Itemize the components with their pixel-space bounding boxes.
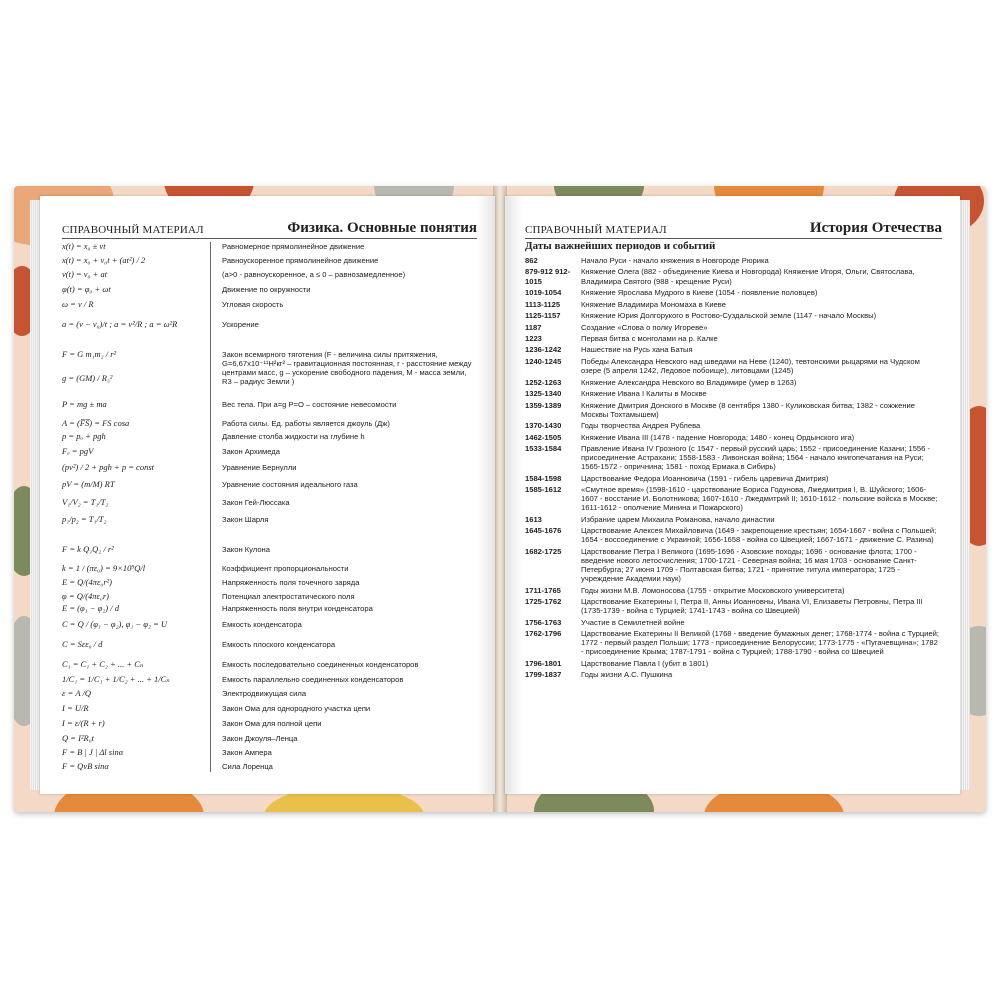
formula: pV = (m/M) RT	[62, 479, 115, 489]
timeline-year: 1125-1157	[525, 311, 561, 321]
timeline-event: Избрание царем Михаила Романова, начало династии	[581, 514, 775, 524]
formula-description: Закон Архимеда	[222, 447, 280, 456]
timeline-row	[525, 401, 942, 419]
timeline-year: 1756-1763	[525, 617, 562, 627]
timeline-event: Нашествие на Русь хана Батыя	[581, 345, 693, 355]
timeline-row	[525, 267, 942, 285]
formula: Fₐ = pgV	[62, 446, 94, 456]
formula: F = B | J | Δl sinα	[62, 747, 124, 757]
timeline-event: Княжение Дмитрия Донского в Москве (8 сентября 1380 - Куликовская битва; 1382 - сожжение Москвы Тохтамышем)	[581, 400, 915, 419]
formula-description: Движение по окружности	[222, 285, 311, 294]
formula-description: Электродвижущая сила	[222, 689, 307, 698]
formula-description: Закон Ампера	[222, 748, 272, 757]
page-title: Физика. Основные понятия	[287, 220, 477, 236]
formula: p₁/p₂ = T₁/T₂	[62, 514, 107, 524]
formula-description: Ускорение	[222, 320, 259, 329]
formula-description: (a>0 - равноускоренное, a ≤ 0 – равнозамедленное)	[222, 270, 406, 279]
timeline-row	[525, 288, 942, 297]
timeline-row	[525, 433, 942, 442]
timeline-row	[525, 345, 942, 354]
formula: φ(t) = φ₀ + ωt	[62, 284, 111, 294]
formula-description: Равномерное прямолинейное движение	[222, 242, 365, 251]
formula: E = (φ₁ − φ₂) / d	[62, 603, 120, 613]
formula-description: Закон Гей-Люссака	[222, 498, 290, 507]
timeline-row	[525, 389, 942, 398]
timeline-year: 1762-1796	[525, 629, 562, 639]
section-label: СПРАВОЧНЫЙ МАТЕРИАЛ	[62, 224, 204, 236]
formula-description: Емкость последовательно соединенных конденсаторов	[222, 660, 419, 669]
timeline-row	[525, 256, 942, 265]
formula-description: Равноускоренное прямолинейное движение	[222, 256, 379, 265]
formula: ε = A /Q	[62, 688, 91, 698]
formula-description: Уравнение состояния идеального газа	[222, 480, 358, 489]
timeline-year: 1725-1762	[525, 597, 562, 607]
timeline-row	[525, 597, 942, 615]
timeline-event: Первая битва с монголами на р. Калке	[581, 334, 718, 343]
timeline-year: 1682-1725	[525, 546, 562, 556]
timeline-event: Царствование Екатерины I, Петра II, Анны Иоанновны, Ивана VI, Елизаветы Петровны, Петра III (1735-1739 - война с Турцией; 1741-1743 - война со Швецией)	[581, 597, 923, 616]
timeline-row	[525, 586, 942, 595]
formula: P = mg ± ma	[62, 399, 107, 409]
formula: g = (GM) / R₃²	[62, 373, 113, 383]
timeline-event: Годы творчества Андрея Рублева	[581, 421, 701, 431]
formula-description: Угловая скорость	[222, 300, 284, 309]
right-page-header	[525, 216, 942, 239]
formula-description: Закон Ома для однородного участка цепи	[222, 704, 371, 713]
timeline-year: 1645-1676	[525, 526, 562, 536]
formula-description: Емкость плоского конденсатора	[222, 640, 336, 649]
formula: F = G m₁m₂ / r²	[62, 349, 117, 359]
gutter-shadow	[505, 196, 523, 794]
timeline-year: 1019-1054	[525, 288, 562, 298]
formula-description: Напряженность поля точечного заряда	[222, 578, 360, 587]
formula-description: Коэффициент пропорциональности	[222, 564, 349, 573]
formula: C₁ = C₁ + C₂ + ... + Cₙ	[62, 659, 144, 669]
timeline-event: Княжение Владимира Мономаха в Киеве	[581, 299, 726, 309]
timeline-row	[525, 323, 942, 332]
formula-description: Закон Шарля	[222, 515, 269, 524]
formula: v(t) = v₀ + at	[62, 269, 108, 279]
timeline-row	[525, 378, 942, 387]
formula: I = ε/(R + r)	[62, 718, 105, 728]
formula-description: Сила Лоренца	[222, 762, 273, 771]
timeline-event: Создание «Слова о полку Игореве»	[581, 322, 708, 332]
formula: x(t) = x₀ ± vt	[62, 241, 106, 251]
timeline-event: Участие в Семилетней войне	[581, 617, 685, 627]
timeline-year: 879-912 912-1015	[525, 267, 571, 286]
timeline-event: Правление Ивана IV Грозного (с 1547 - первый русский царь; 1552 - присоединение Казани; 1556 - присоединение Астрахани; 1558-1583 - Ливонская война; 1564 - начало книгопечатания на Руси; 1565-1572 - опричнина; 1581 - поход Ермака в Сибирь)	[581, 444, 931, 472]
timeline-row	[525, 444, 942, 471]
timeline-event: Царствование Алексея Михайловича (1649 - закрепощение крестьян; 1654-1667 - война с Польшей; 1654 - воссоединение с Украиной; 1656-1658 - война со Швецией; 1667-1671 - движение С. Разина)	[581, 526, 937, 545]
formula: φ = Q/(4πε₀r)	[62, 591, 109, 601]
formula: x(t) = x₀ + v₀t + (at²) / 2	[62, 255, 146, 265]
formula-description: Закон Джоуля–Ленца	[222, 734, 298, 743]
history-timeline	[525, 256, 942, 682]
formula: F = QvB sinα	[62, 761, 109, 771]
timeline-year: 1796-1801	[525, 658, 562, 668]
left-page-header	[62, 216, 477, 239]
formula: C = Q / (φ₁ − φ₂), φ₁ − φ₂ = U	[62, 619, 168, 629]
formula: ω = v / R	[62, 299, 94, 309]
timeline-year: 1533-1584	[525, 444, 562, 454]
timeline-year: 1113-1125	[525, 299, 561, 309]
timeline-event: Годы жизни А.С. Пушкина	[581, 670, 673, 680]
formula: V₁/V₂ = T₁/T₂	[62, 497, 109, 507]
timeline-event: Княжение Юрия Долгорукого в Ростово-Суздальской земле (1147 - начало Москвы)	[581, 311, 877, 321]
page-edges-right	[960, 200, 970, 790]
timeline-year: 1370-1430	[525, 421, 562, 431]
timeline-row	[525, 547, 942, 583]
timeline-year: 1240-1245	[525, 356, 562, 366]
timeline-year: 1584-1598	[525, 473, 562, 483]
formula-description: Закон Ома для полной цепи	[222, 719, 322, 728]
formula-description: Уравнение Бернулли	[222, 463, 297, 472]
timeline-event: Годы жизни М.В. Ломоносова (1755 - открытие Московского университета)	[581, 585, 845, 595]
timeline-row	[525, 300, 942, 309]
page-title: История Отечества	[809, 220, 942, 236]
timeline-row	[525, 474, 942, 483]
timeline-year: 1252-1263	[525, 377, 562, 387]
page-edges-left	[30, 200, 40, 790]
timeline-row	[525, 485, 942, 512]
timeline-row	[525, 357, 942, 375]
timeline-event: Царствование Федора Иоанновича (1591 - гибель царевича Дмитрия)	[581, 473, 829, 483]
timeline-row	[525, 526, 942, 544]
formula-description: Емкость параллельно соединенных конденсаторов	[222, 675, 404, 684]
timeline-event: Победы Александра Невского над шведами на Неве (1240), тевтонскими рыцарями на Чудском озере (5 апреля 1242, Ледовое побоище), литовцами (1245)	[581, 356, 920, 376]
formula: (pv²) / 2 + pgh + p = const	[62, 462, 154, 472]
timeline-row	[525, 670, 942, 679]
gutter-shadow	[477, 196, 495, 794]
formula: k = 1 / (πε₀) = 9×10⁹Q/l	[62, 563, 146, 573]
history-subtitle: Даты важнейших периодов и событий	[525, 240, 716, 252]
formula: C = Sεε₀ / d	[62, 639, 103, 649]
formula: 1/C₁ = 1/C₁ + 1/C₂ + ... + 1/Cₙ	[62, 674, 170, 684]
timeline-year: 1187	[525, 322, 542, 332]
timeline-event: «Смутное время» (1598-1610 - царствование Бориса Годунова, Лжедмитрия I, В. Шуйского; 1606-1607 - восстание И. Болотникова; 1607-1610 - Лжедмитрий II; 1610-1612 - польские войска в Москве; 1611-1612 - ополчение Минина и Пожарского)	[581, 485, 938, 513]
timeline-row	[525, 659, 942, 668]
formula: A = (F̅S̅) = FS cosa	[62, 418, 130, 428]
timeline-event: Начало Руси - начало княжения в Новгороде Рюрика	[581, 256, 769, 265]
timeline-event: Царствование Екатерины II Великой (1768 - введение бумажных денег; 1768-1774 - война с Турцией; 1772 - первый раздел Польши; 1773 - присоединение Белоруссии; 1773-1775 - «Пугачевщина»; 1782 - присоединение Крыма; 1787-1791 - война с Турцией; 1788-1790 - война со Швецией	[581, 629, 939, 657]
formula-description: Закон Кулона	[222, 545, 270, 554]
timeline-year: 1325-1340	[525, 389, 562, 399]
timeline-event: Княжение Ивана I Калиты в Москве	[581, 389, 707, 399]
timeline-event: Княжение Ивана III (1478 - падение Новгорода; 1480 - конец Ордынского ига)	[581, 432, 855, 442]
timeline-row	[525, 629, 942, 656]
timeline-row	[525, 515, 942, 524]
timeline-row	[525, 311, 942, 320]
formula-description: Работа силы. Ед. работы является джоуль (Дж)	[222, 419, 390, 428]
formula: F = k Q₁Q₂ / r²	[62, 544, 114, 554]
timeline-year: 1799-1837	[525, 670, 562, 680]
section-label: СПРАВОЧНЫЙ МАТЕРИАЛ	[525, 224, 667, 236]
right-page	[505, 196, 960, 794]
timeline-row	[525, 421, 942, 430]
formula-description: Потенциал электростатического поля	[222, 592, 355, 601]
left-page	[40, 196, 495, 794]
timeline-year: 1711-1765	[525, 585, 561, 595]
formula-description: Вес тела. При a=g P=O – состояние невесомости	[222, 400, 397, 409]
formula: I = U/R	[62, 703, 89, 713]
timeline-year: 1613	[525, 514, 542, 524]
timeline-row	[525, 334, 942, 343]
timeline-event: Княжение Ярослава Мудрого в Киеве (1054 - появление половцев)	[581, 288, 818, 298]
timeline-year: 1462-1505	[525, 432, 562, 442]
formula-description: Напряженность поля внутри конденсатора	[222, 604, 373, 613]
formula-description: Емкость конденсатора	[222, 620, 302, 629]
formula-description: Закон всемирного тяготения (F - величина силы притяжения, G=6,67x10⁻¹¹Н²кг² – гравитационная постоянная, r - расстояние между центрами масс, g – ускорение свободного падения, M - масса земли, R3 – радиус Земли )	[222, 350, 472, 386]
formula: a = (v − v₀)/t ; a = v²/R ; a = ω²R	[62, 319, 178, 329]
formula: Q = I²R₀t	[62, 733, 95, 743]
timeline-event: Княжение Олега (882 - объединение Киева и Новгорода) Княжение Игоря, Ольги, Святослава, Владимира Святого (988 - крещение Руси)	[581, 267, 915, 286]
timeline-year: 1359-1389	[525, 400, 562, 410]
formula: E = Q/(4πε₀r²)	[62, 577, 113, 587]
timeline-year: 1585-1612	[525, 485, 562, 495]
formula: p = pₐ + pgh	[62, 431, 106, 441]
timeline-event: Царствование Павла I (убит в 1801)	[581, 658, 709, 668]
formula-description: Давление столба жидкости на глубине h	[222, 432, 365, 441]
timeline-year: 862	[525, 256, 538, 265]
timeline-row	[525, 618, 942, 627]
timeline-year: 1223	[525, 334, 542, 343]
column-divider	[210, 242, 211, 772]
timeline-year: 1236-1242	[525, 345, 562, 355]
timeline-event: Княжение Александра Невского во Владимире (умер в 1263)	[581, 377, 797, 387]
timeline-event: Царствование Петра I Великого (1695-1696 - Азовские походы; 1696 - основание флота; 1700 - введение нового летосчисления; 1700-1721 - Северная война; 16 мая 1703 - основание Санкт-Петербурга; 27 июня 1709 - Полтавская битва; 1721 - принятие титула императора; 1725 - учреждение Академии наук)	[581, 546, 917, 584]
